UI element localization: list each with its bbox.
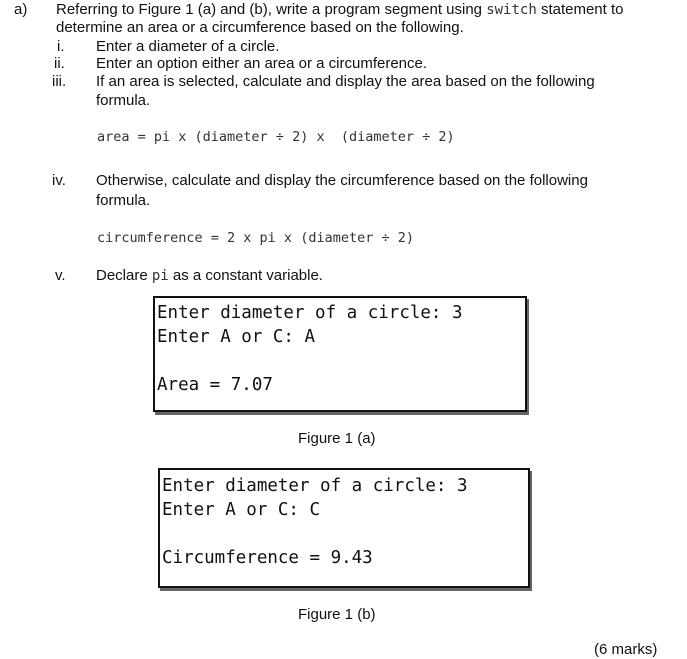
step-number-i: i. xyxy=(57,38,65,55)
intro-text-pre: Referring to Figure 1 (a) and (b), write a program segment using xyxy=(56,1,483,18)
console-b-line-2: Enter A or C: C xyxy=(162,500,321,520)
figure-b-caption: Figure 1 (b) xyxy=(298,606,376,623)
pi-keyword: pi xyxy=(151,268,169,284)
step-text-iv-line-1: Otherwise, calculate and display the circumference based on the following xyxy=(96,172,588,189)
question-label: a) xyxy=(14,1,28,18)
step-text-i: Enter a diameter of a circle. xyxy=(96,38,280,55)
area-formula: area = pi x (diameter ÷ 2) x (diameter ÷ 2) xyxy=(97,129,455,145)
switch-keyword: switch xyxy=(486,2,537,18)
marks-label: (6 marks) xyxy=(594,641,658,658)
intro-line-2: determine an area or a circumference based on the following. xyxy=(56,19,464,36)
step-number-iii: iii. xyxy=(52,73,67,90)
console-b-line-3: Circumference = 9.43 xyxy=(162,548,373,568)
console-output-figure-b xyxy=(158,468,530,588)
step-v-text-post: as a constant variable. xyxy=(172,267,323,284)
console-a-line-3: Area = 7.07 xyxy=(157,375,273,395)
step-text-iv-line-2: formula. xyxy=(96,192,151,209)
step-number-ii: ii. xyxy=(54,55,65,72)
console-b-line-1: Enter diameter of a circle: 3 xyxy=(162,476,468,496)
console-a-line-1: Enter diameter of a circle: 3 xyxy=(157,303,463,323)
console-output-figure-a xyxy=(153,296,527,412)
step-v-text-pre: Declare xyxy=(96,267,148,284)
step-number-iv: iv. xyxy=(52,172,66,189)
circumference-formula: circumference = 2 x pi x (diameter ÷ 2) xyxy=(97,230,414,246)
step-text-ii: Enter an option either an area or a circumference. xyxy=(96,55,428,72)
step-text-v xyxy=(96,266,323,286)
intro-text-post: statement to xyxy=(540,1,624,18)
step-text-iii-line-1: If an area is selected, calculate and display the area based on the following xyxy=(96,73,595,90)
figure-a-caption: Figure 1 (a) xyxy=(298,430,376,447)
step-text-iii-line-2: formula. xyxy=(96,92,151,109)
console-a-line-2: Enter A or C: A xyxy=(157,327,316,347)
step-number-v: v. xyxy=(55,267,66,284)
intro-line-1 xyxy=(56,0,624,20)
